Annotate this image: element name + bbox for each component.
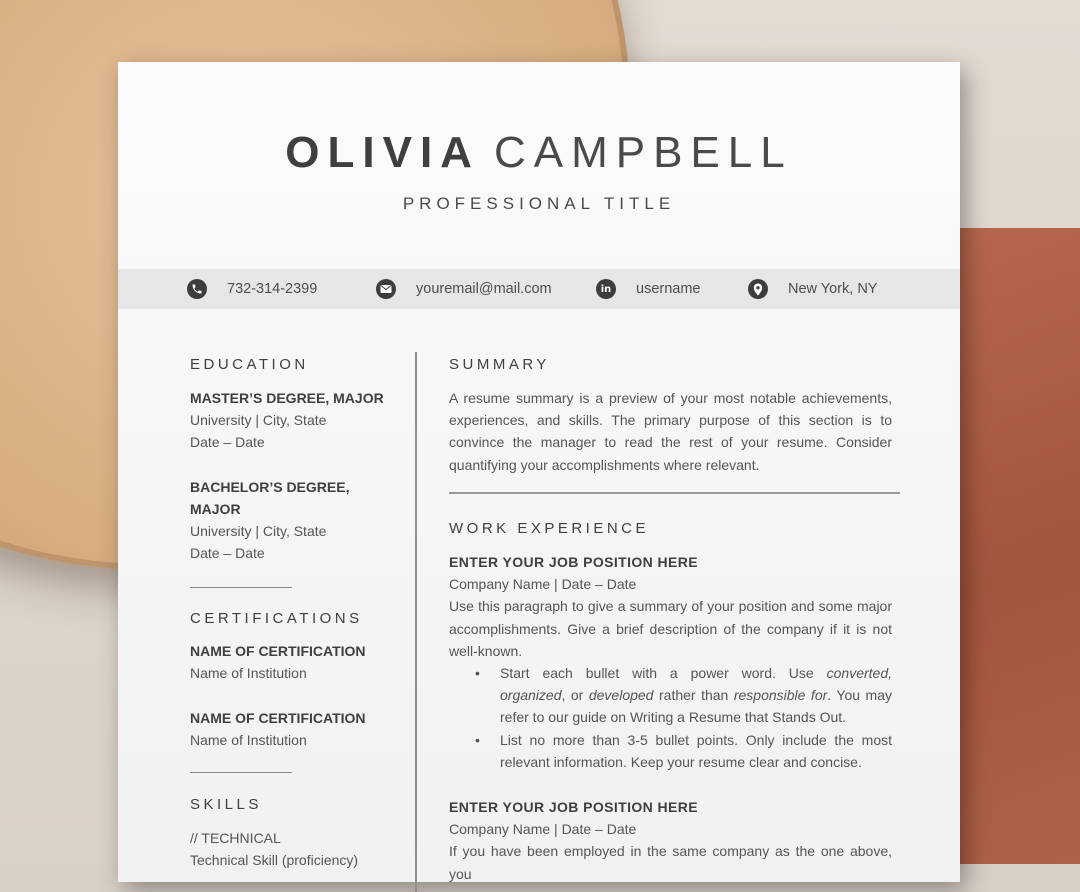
bullet-line (500, 662, 892, 684)
certification-institution: Name of Institution (190, 665, 307, 681)
skill-item: Technical Skill (proficiency) (190, 852, 359, 868)
bullet-line: List no more than 3-5 bullet points. Only include the most (500, 731, 892, 748)
resume-name (118, 128, 960, 178)
bullet-text: rather than (653, 687, 734, 704)
bullet-text: , or (561, 687, 589, 704)
summary-line: quantifying your accomplishments where relevant. (449, 456, 760, 473)
bullet-dot: • (475, 665, 480, 682)
bullet-line (500, 684, 892, 706)
mail-icon (376, 279, 396, 299)
bullet-dot: • (475, 731, 480, 748)
linkedin-text: username (636, 281, 701, 297)
bullet-emphasis: developed (588, 687, 654, 704)
certification-entry (190, 707, 390, 751)
school: University | City, State (190, 523, 327, 539)
company-dates: Company Name | Date – Date (449, 821, 637, 838)
contact-location (748, 278, 877, 300)
linkedin-icon: in (596, 279, 616, 299)
bullet-item (449, 662, 892, 729)
job-description-line: If you have been employed in the same company as the one above, you (449, 843, 892, 882)
contact-phone (187, 278, 317, 300)
resume-page (118, 62, 960, 882)
section-divider (190, 772, 292, 773)
column-divider (415, 352, 417, 892)
school: University | City, State (190, 412, 327, 428)
phone-icon (187, 279, 207, 299)
job-description-line: well-known. (449, 642, 523, 659)
education-heading: EDUCATION (190, 356, 309, 373)
job-description-line: Use this paragraph to give a summary of your position and some major (449, 598, 892, 615)
summary-heading: SUMMARY (449, 356, 550, 373)
phone-text: 732-314-2399 (227, 281, 318, 297)
job-bullets (449, 662, 892, 773)
skills-group (190, 827, 390, 871)
skills-group-label: // TECHNICAL (190, 830, 281, 846)
summary-line: convince the manager to read the rest of your resume. Consider (449, 434, 892, 451)
location-pin-icon (748, 279, 768, 299)
dates: Date – Date (190, 545, 265, 561)
bullet-emphasis: organized (500, 687, 562, 704)
location-text: New York, NY (788, 281, 878, 297)
summary-line: A resume summary is a preview of your most notable achievements, (449, 390, 892, 406)
section-divider (190, 587, 292, 588)
email-text: youremail@mail.com (416, 281, 552, 297)
section-divider (449, 492, 900, 494)
summary-text (449, 387, 892, 476)
work-experience-heading: WORK EXPERIENCE (449, 520, 650, 537)
bullet-line: relevant information. Keep your resume clear and concise. (500, 753, 862, 770)
contact-email (376, 278, 552, 300)
degree: MASTER’S DEGREE, MAJOR (190, 390, 384, 406)
certification-entry (190, 640, 390, 684)
job-position: ENTER YOUR JOB POSITION HERE (449, 799, 698, 815)
education-entry (190, 387, 390, 453)
bullet-text: . You may (827, 687, 893, 704)
job-position: ENTER YOUR JOB POSITION HERE (449, 554, 698, 570)
bullet-emphasis: converted, (826, 665, 892, 682)
company-dates: Company Name | Date – Date (449, 576, 637, 593)
certification-name: NAME OF CERTIFICATION (190, 643, 366, 659)
skills-heading: SKILLS (190, 796, 262, 813)
professional-title: PROFESSIONAL TITLE (402, 194, 676, 213)
first-name: OLIVIA (285, 128, 480, 177)
contact-bar (118, 269, 960, 309)
last-name: CAMPBELL (493, 128, 793, 177)
job-description-line: accomplishments. Give a brief description of the company if it is not (449, 620, 892, 637)
summary-line: experiences, and skills. The primary purpose of this section is to (449, 412, 892, 429)
job-entry (449, 796, 892, 885)
dates: Date – Date (190, 434, 265, 450)
degree-line: BACHELOR’S DEGREE, (190, 479, 350, 495)
education-entry (190, 476, 390, 564)
certifications-heading: CERTIFICATIONS (190, 610, 363, 627)
degree-line: MAJOR (190, 501, 241, 517)
contact-linkedin (596, 278, 700, 300)
certification-name: NAME OF CERTIFICATION (190, 710, 366, 726)
job-entry (449, 551, 892, 773)
bullet-text: Start each bullet with a power word. Use (500, 665, 827, 682)
bullet-line: refer to our guide on Writing a Resume that Stands Out. (500, 709, 847, 726)
certification-institution: Name of Institution (190, 732, 307, 748)
bullet-item (449, 729, 892, 773)
bullet-emphasis: responsible for (733, 687, 828, 704)
